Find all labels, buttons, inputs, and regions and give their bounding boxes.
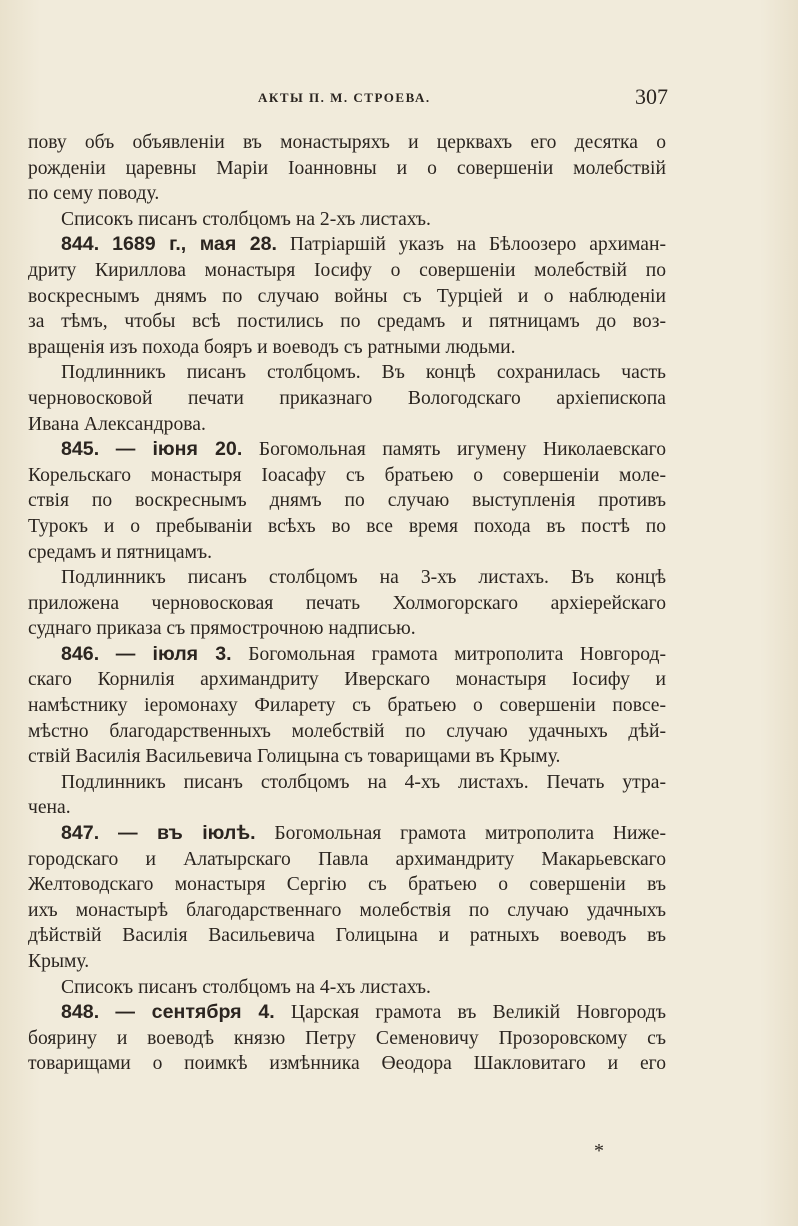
text-line <box>28 437 666 463</box>
line-text: скаго Корнилія архимандриту Иверскаго монастыря Іосифу и <box>28 669 666 691</box>
line-text: Богомольная грамота митрополита Ниже- <box>255 823 667 845</box>
text-line <box>28 181 666 207</box>
entry-number: 848. <box>61 1001 100 1024</box>
line-text: Списокъ писанъ столбцомъ на 2-хъ листахъ. <box>61 208 431 230</box>
text-line <box>28 207 666 233</box>
entry-number: 846. <box>61 642 100 665</box>
line-text: приложена черновосковая печать Холмогорскаго архіерейскаго <box>28 592 666 614</box>
line-text: дѣйствій Василія Васильевича Голицына и ратныхъ воеводъ въ <box>28 925 666 947</box>
text-line <box>28 1026 666 1052</box>
line-text: Богомольная память игумену Николаевскаго <box>242 439 666 461</box>
line-text: дриту Кириллова монастыря Іосифу о совершеніи молебствій по <box>28 259 666 281</box>
line-text: вращенія изъ похода бояръ и воеводъ съ ратными людьми. <box>28 336 516 358</box>
text-line <box>28 284 666 310</box>
text-line <box>28 616 666 642</box>
text-line <box>28 667 666 693</box>
text-line <box>28 335 666 361</box>
text-line <box>28 258 666 284</box>
text-line <box>28 488 666 514</box>
entry-date: — іюля 3. <box>115 642 232 665</box>
line-text: ихъ монастырѣ благодарственнаго молебствія по случаю удачныхъ <box>28 899 666 921</box>
line-text: Списокъ писанъ столбцомъ на 4-хъ листахъ. <box>61 976 431 998</box>
text-line <box>28 1051 666 1077</box>
line-text: мѣстно благодарственныхъ молебствій по случаю удачныхъ дѣй- <box>28 720 666 742</box>
text-line <box>28 693 666 719</box>
entry-number: 847. <box>61 822 100 845</box>
entry-date: — въ іюлѣ. <box>118 822 256 845</box>
text-line <box>28 923 666 949</box>
text-line <box>28 898 666 924</box>
text-line <box>28 130 666 156</box>
text-line <box>28 770 666 796</box>
text-line <box>28 565 666 591</box>
line-text: боярину и воеводѣ князю Петру Семеновичу Прозоровскому съ <box>28 1027 666 1049</box>
text-line <box>28 463 666 489</box>
line-text: Ивана Александрова. <box>28 413 206 435</box>
line-text: Желтоводскаго монастыря Сергію съ братьею о совершеніи въ <box>28 874 666 896</box>
signature-mark: * <box>594 1140 604 1162</box>
text-line <box>28 642 666 668</box>
line-text: намѣстнику іеромонаху Филарету съ братьею о совершеніи повсе- <box>28 695 666 717</box>
text-line <box>28 412 666 438</box>
page-number: 307 <box>635 84 668 109</box>
text-line <box>28 514 666 540</box>
line-text: Царская грамота въ Великій Новгородъ <box>274 1002 666 1024</box>
line-text: ствій Василія Васильевича Голицына съ товарищами въ Крыму. <box>28 746 561 768</box>
line-text: пову объ объявленіи въ монастыряхъ и церквахъ его десятка о <box>28 132 666 153</box>
text-line <box>28 719 666 745</box>
line-text: чена. <box>28 797 71 819</box>
line-text: суднаго приказа съ прямострочною надписью. <box>28 618 416 640</box>
text-line <box>28 872 666 898</box>
line-text: Крыму. <box>28 951 90 972</box>
body-text <box>28 130 666 1077</box>
line-text: Подлинникъ писанъ столбцомъ на 4-хъ листахъ. Печать утра- <box>61 771 666 793</box>
line-text: ствія по воскреснымъ днямъ по случаю выступленія противъ <box>28 490 666 512</box>
line-text: Патріаршій указъ на Бѣлоозеро архиман- <box>276 234 666 256</box>
text-line <box>28 1000 666 1026</box>
line-text: по сему поводу. <box>28 183 160 205</box>
line-text: средамъ и пятницамъ. <box>28 541 213 563</box>
text-line <box>28 156 666 182</box>
entry-date: — іюня 20. <box>115 438 243 461</box>
line-text: товарищами о поимкѣ измѣнника Өеодора Шакловитаго и его <box>28 1053 666 1075</box>
line-text: Корельскаго монастыря Іоасафу съ братьею о совершеніи моле- <box>28 464 666 486</box>
text-line <box>28 795 666 821</box>
entry-date: — сентября 4. <box>115 1001 275 1024</box>
line-text: рожденіи царевны Маріи Іоанновны и о совершеніи молебствій <box>28 157 666 179</box>
text-line <box>28 360 666 386</box>
text-line <box>28 591 666 617</box>
text-line <box>28 540 666 566</box>
line-text: городскаго и Алатырскаго Павла архимандриту Макарьевскаго <box>28 848 666 870</box>
line-text: за тѣмъ, чтобы всѣ постились по средамъ и пятницамъ до воз- <box>28 311 666 333</box>
text-line <box>28 949 666 975</box>
text-line <box>28 309 666 335</box>
entry-number: 845. <box>61 438 100 461</box>
text-line <box>28 821 666 847</box>
text-line <box>28 975 666 1001</box>
text-line <box>28 847 666 873</box>
line-text: Подлинникъ писанъ столбцомъ. Въ концѣ сохранилась часть <box>61 362 666 384</box>
line-text: Подлинникъ писанъ столбцомъ на 3-хъ листахъ. Въ концѣ <box>61 567 666 589</box>
entry-date: 1689 г., мая 28. <box>112 233 277 256</box>
text-line <box>28 386 666 412</box>
line-text: Богомольная грамота митрополита Новгород- <box>231 643 667 665</box>
text-line <box>28 232 666 258</box>
line-text: воскреснымъ днямъ по случаю войны съ Турціей и о наблюденіи <box>28 285 666 307</box>
running-head-title: АКТЫ П. М. СТРОЕВА. <box>258 90 431 105</box>
running-head <box>258 84 668 110</box>
line-text: Турокъ и о пребываніи всѣхъ во все время похода въ постѣ по <box>28 515 666 537</box>
text-line <box>28 744 666 770</box>
entry-number: 844. <box>61 233 100 256</box>
line-text: черновосковой печати приказнаго Вологодскаго архіепископа <box>28 387 666 409</box>
